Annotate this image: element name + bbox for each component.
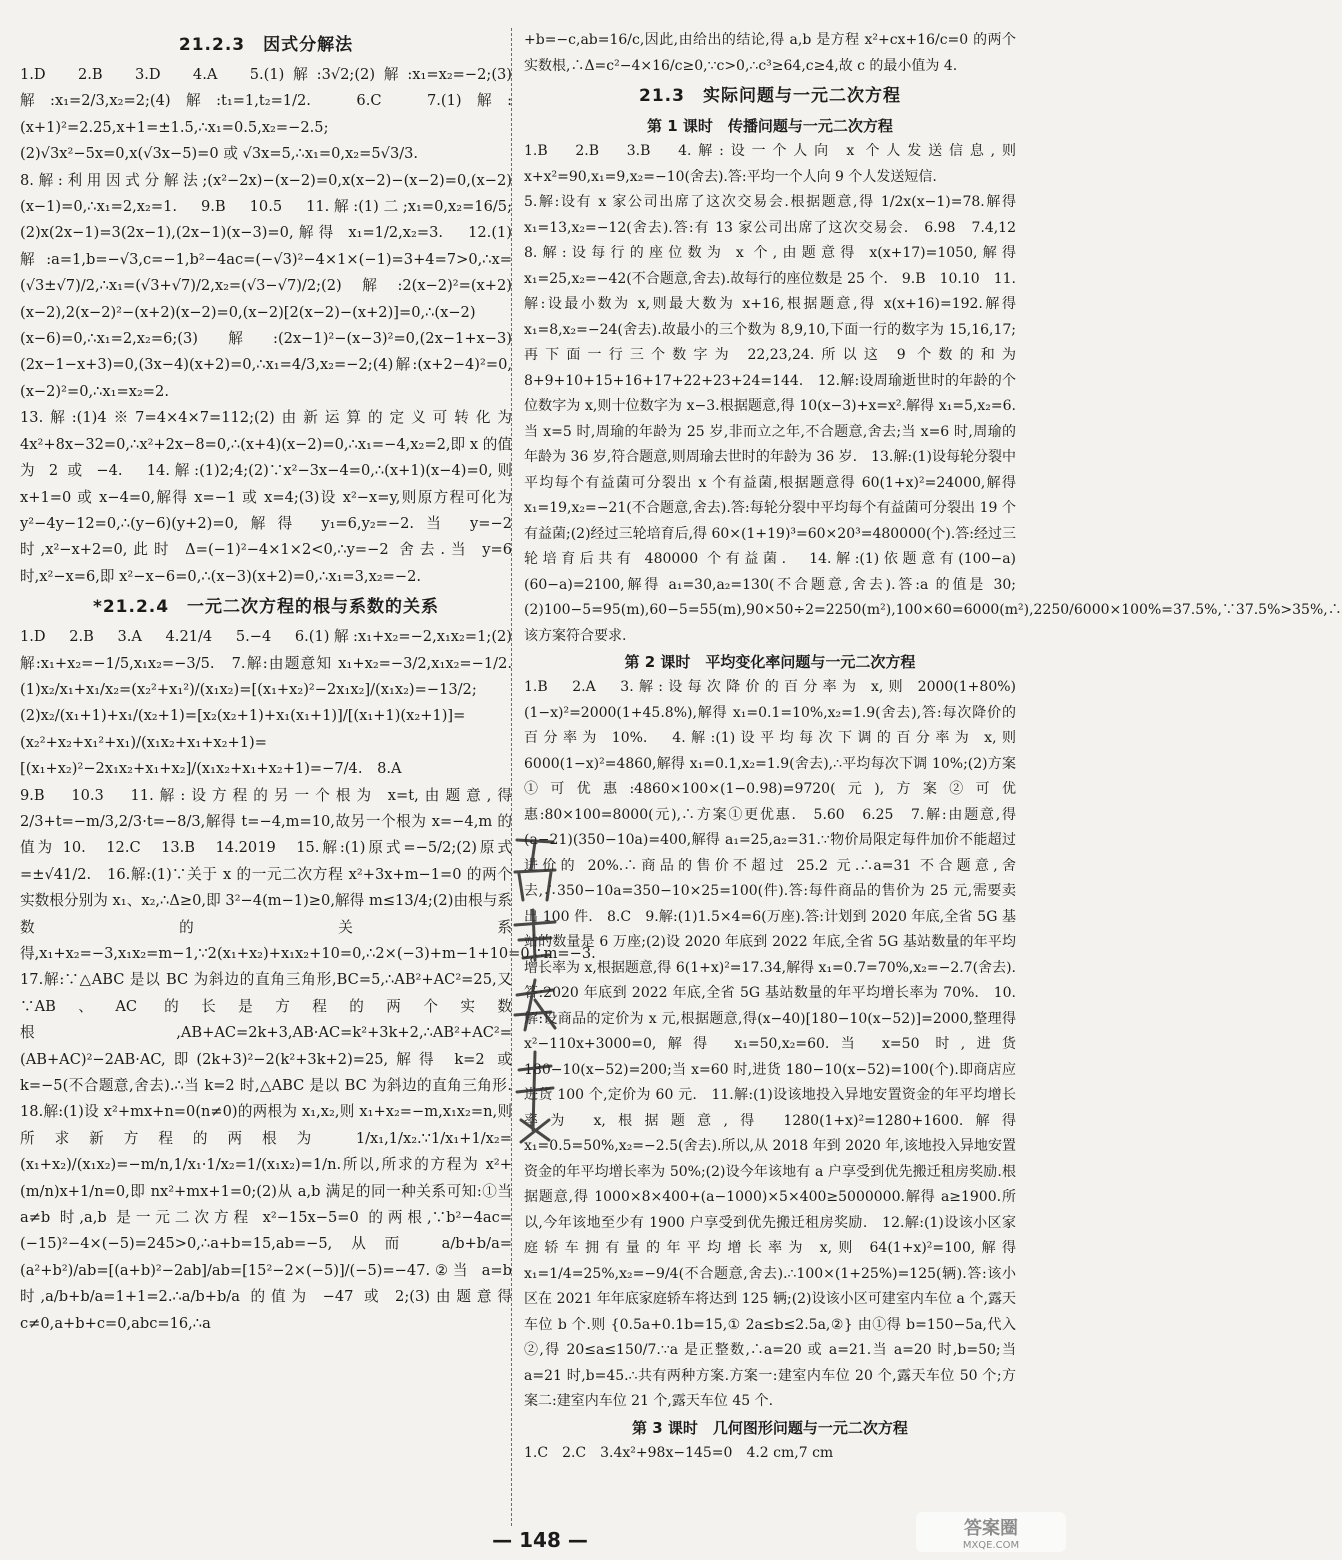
- right-column: [524, 28, 1342, 1466]
- answer-paragraph: 9.B 10.3 11.解:设方程的另一个根为 x=t,由题意,得 2/3+t=−m/3,2/3·t=−8/3,解得 t=−4,m=10,故另一个根为 x=−4,m 的值为 10. 12.C 13.B 14.2019 15.解:(1)原式=−5/2;(2)原式=±√41/2. 16.解:(1)∵关于 x 的一元二次方程 x²+3x+m−1=0 的两个实数根分别为 x₁、x₂,∴Δ≥0,即 3²−4(m−1)≥0,解得 m≤13/4;(2)由根与系数的关系得,x₁+x₂=−3,x₁x₂=m−1,∵2(x₁+x₂)+x₁x₂+10=0,∴2×(−3)+m−1+10=0,∴m=−3. 17.解:∵△ABC 是以 BC 为斜边的直角三角形,BC=5,∴AB²+AC²=25,又∵AB、AC 的长是方程的两个实数根,AB+AC=2k+3,AB·AC=k²+3k+2,∴AB²+AC²=(AB+AC)²−2AB·AC,即(2k+3)²−2(k²+3k+2)=25,解得 k=2 或 k=−5(不合题意,舍去).∴当 k=2 时,△ABC 是以 BC 为斜边的直角三角形. 18.解:(1)设 x²+mx+n=0(n≠0)的两根为 x₁,x₂,则 x₁+x₂=−m,x₁x₂=n,则所求新方程的两根为 1/x₁,1/x₂.∵1/x₁+1/x₂=(x₁+x₂)/(x₁x₂)=−m/n,1/x₁·1/x₂=1/(x₁x₂)=1/n.所以,所求的方程为 x²+(m/n)x+1/n=0,即 nx²+mx+1=0;(2)从 a,b 满足的同一种关系可知:①当 a≠b 时,a,b 是一元二次方程 x²−15x−5=0 的两根,∵b²−4ac=(−15)²−4×(−5)=245>0,∴a+b=15,ab=−5,从而 a/b+b/a=(a²+b²)/ab=[(a+b)²−2ab]/ab=[15²−2×(−5)]/(−5)=−47.②当 a=b 时,a/b+b/a=1+1=2.∴a/b+b/a 的值为 −47 或 2;(3)由题意得 c≠0,a+b+c=0,abc=16,∴a: [20, 786, 611, 1332]
- section-title-practical-problems: 21.3 实际问题与一元二次方程: [639, 86, 901, 106]
- watermark-logo: [916, 1512, 1066, 1552]
- handwriting-scribble: [505, 830, 565, 1160]
- svg-text:答案圈: 答案圈: [964, 1518, 1018, 1539]
- answer-paragraph: 13.解:(1)4※7=4×4×7=112;(2)由新运算的定义可转化为 4x²+8x−32=0,∴x²+2x−8=0,∴(x+4)(x−2)=0,∴x₁=−4,x₂=2,即 x 的值为 2 或 −4. 14.解:(1)2;4;(2)∵x²−3x−4=0,∴(x+1)(x−4)=0,则 x+1=0 或 x−4=0,解得 x=−1 或 x=4;(3)设 x²−x=y,则原方程可化为 y²−4y−12=0,∴(y−6)(y+2)=0,解得 y₁=6,y₂=−2.当 y=−2 时,x²−x+2=0,此时 Δ=(−1)²−4×1×2<0,∴y=−2 舍去.当 y=6 时,x²−x=6,即 x²−x−6=0,∴(x−3)(x+2)=0,∴x₁=3,x₂=−2.: [20, 409, 512, 585]
- left-column: [20, 28, 611, 1337]
- answer-paragraph: 1.B 2.B 3.B 4.解:设一个人向 x 个人发送信息,则 x+x²=90,x₁=9,x₂=−10(舍去).答:平均一个人向 9 个人发送短信.: [524, 143, 1016, 185]
- lesson-title-2: 第 2 课时 平均变化率问题与一元二次方程: [624, 653, 916, 671]
- answer-paragraph: 1.D 2.B 3.A 4.21/4 5.−4 6.(1)解:x₁+x₂=−2,x₁x₂=1;(2)解:x₁+x₂=−1/5,x₁x₂=−3/5. 7.解:由题意知 x₁+x₂=−3/2,x₁x₂=−1/2.(1)x₂/x₁+x₁/x₂=(x₂²+x₁²)/(x₁x₂)=[(x₁+x₂)²−2x₁x₂]/(x₁x₂)=−13/2;(2)x₂/(x₁+1)+x₁/(x₂+1)=[x₂(x₂+1)+x₁(x₁+1)]/[(x₁+1)(x₂+1)]=(x₂²+x₂+x₁²+x₁)/(x₁x₂+x₁+x₂+1)=[(x₁+x₂)²−2x₁x₂+x₁+x₂]/(x₁x₂+x₁+x₂+1)=−7/4. 8.A: [20, 628, 512, 778]
- answer-paragraph: 8.解:利用因式分解法;(x²−2x)−(x−2)=0,x(x−2)−(x−2)=0,(x−2)(x−1)=0,∴x₁=2,x₂=1. 9.B 10.5 11.解:(1)二;x₁=0,x₂=16/5;(2)x(2x−1)=3(2x−1),(2x−1)(x−3)=0,解得 x₁=1/2,x₂=3. 12.(1)解:a=1,b=−√3,c=−1,b²−4ac=(−√3)²−4×1×(−1)=3+4=7>0,∴x=(√3±√7)/2,∴x₁=(√3+√7)/2,x₂=(√3−√7)/2;(2)解:2(x−2)²=(x+2)(x−2),2(x−2)²−(x+2)(x−2)=0,(x−2)[2(x−2)−(x+2)]=0,∴(x−2)(x−6)=0,∴x₁=2,x₂=6;(3)解:(2x−1)²−(x−3)²=0,(2x−1+x−3)(2x−1−x+3)=0,(3x−4)(x+2)=0,∴x₁=4/3,x₂=−2;(4)解:(x+2−4)²=0,(x−2)²=0,∴x₁=x₂=2.: [20, 171, 512, 400]
- answer-paragraph: 5.解:设有 x 家公司出席了这次交易会.根据题意,得 1/2x(x−1)=78.解得 x₁=13,x₂=−12(舍去).答:有 13 家公司出席了这次交易会. 6.98 7.4,12 8.解:设每行的座位数为 x 个,由题意得 x(x+17)=1050,解得 x₁=25,x₂=−42(不合题意,舍去).故每行的座位数是 25 个. 9.B 10.10 11.解:设最小数为 x,则最大数为 x+16,根据题意,得 x(x+16)=192.解得 x₁=8,x₂=−24(舍去).故最小的三个数为 8,9,10,下面一行的数字为 15,16,17;再下面一行三个数字为 22,23,24.所以这 9 个数的和为 8+9+10+15+16+17+22+23+24=144. 12.解:设周瑜逝世时的年龄的个位数字为 x,则十位数字为 x−3.根据题意,得 10(x−3)+x=x².解得 x₁=5,x₂=6.当 x=5 时,周瑜的年龄为 25 岁,非而立之年,不合题意,舍去;当 x=6 时,周瑜的年龄为 36 岁,符合题意,则周瑜去世时的年龄为 36 岁. 13.解:(1)设每轮分裂中平均每个有益菌可分裂出 x 个有益菌,根据题意得 60(1+x)²=24000,解得 x₁=19,x₂=−21(不合题意,舍去).答:每轮分裂中平均每个有益菌可分裂出 19 个有益菌;(2)经过三轮培育后,得 60×(1+19)³=60×20³=480000(个).答:经过三轮培育后共有 480000 个有益菌. 14.解:(1)依题意有(100−a)(60−a)=2100,解得 a₁=30,a₂=130(不合题意,舍去).答:a 的值是 30;(2)100−5=95(m),60−5=55(m),90×50÷2=2250(m²),100×60=6000(m²),2250/6000×100%=37.5%,∵37.5%>35%,∴该方案符合要求.: [524, 194, 1342, 644]
- answer-paragraph: 1.B 2.A 3.解:设每次降价的百分率为 x,则 2000(1+80%)(1−x)²=2000(1+45.8%),解得 x₁=0.1=10%,x₂=1.9(舍去),答:每次降价的百分率为 10%. 4.解:(1)设平均每次下调的百分率为 x,则 6000(1−x)²=4860,解得 x₁=0.1,x₂=1.9(舍去),∴平均每次下调 10%;(2)方案①可优惠:4860×100×(1−0.98)=9720(元),方案②可优惠:80×100=8000(元),∴方案①更优惠. 5.60 6.25 7.解:由题意,得(a−21)(350−10a)=400,解得 a₁=25,a₂=31.∵物价局限定每件加价不能超过进价的 20%.∴商品的售价不超过 25.2 元.∴a=31 不合题意,舍去,∴350−10a=350−10×25=100(件).答:每件商品的售价为 25 元,需要卖出 100 件. 8.C 9.解:(1)1.5×4=6(万座).答:计划到 2020 年底,全省 5G 基站的数量是 6 万座;(2)设 2020 年底到 2022 年底,全省 5G 基站数量的年平均增长率为 x,根据题意,得 6(1+x)²=17.34,解得 x₁=0.7=70%,x₂=−2.7(舍去).答:2020 年底到 2022 年底,全省 5G 基站数量的年平均增长率为 70%. 10.解:设商品的定价为 x 元,根据题意,得(x−40)[180−10(x−52)]=2000,整理得 x²−110x+3000=0,解得 x₁=50,x₂=60.当 x=50 时,进货 180−10(x−52)=200;当 x=60 时,进货 180−10(x−52)=100(个).即商店应进货 100 个,定价为 60 元. 11.解:(1)设该地投入异地安置资金的年平均增长率为 x,根据题意,得 1280(1+x)²=1280+1600.解得 x₁=0.5=50%,x₂=−2.5(舍去).所以,从 2018 年到 2020 年,该地投入异地安置资金的年平均增长率为 50%;(2)设今年该地有 a 户享受到优先搬迁租房奖励.根据题意,得 1000×8×400+(a−1000)×5×400≥5000000.解得 a≥1900.所以,今年该地至少有 1900 户享受到优先搬迁租房奖励. 12.解:(1)设该小区家庭轿车拥有量的年平均增长率为 x,则 64(1+x)²=100,解得 x₁=1/4=25%,x₂=−9/4(不合题意,舍去).∴100×(1+25%)=125(辆).答:该小区在 2021 年年底家庭轿车将达到 125 辆;(2)设该小区可建室内车位 a 个,露天车位 b 个.则 {0.5a+0.1b=15,① 2a≤b≤2.5a,②} 由①得 b=150−5a,代入②,得 20≤a≤150/7.∵a 是正整数,∴a=20 或 a=21.当 a=20 时,b=50;当 a=21 时,b=45.∴共有两种方案.方案一:建室内车位 20 个,露天车位 50 个;方案二:建室内车位 21 个,露天车位 45 个.: [524, 679, 1017, 1409]
- column-divider: [511, 28, 512, 1526]
- svg-text:MXQE.COM: MXQE.COM: [962, 1540, 1020, 1551]
- section-title-roots-coefficients: *21.2.4 一元二次方程的根与系数的关系: [92, 597, 440, 618]
- answer-paragraph-continued: +b=−c,ab=16/c,因此,由给出的结论,得 a,b 是方程 x²+cx+16/c=0 的两个实数根,∴Δ=c²−4×16/c≥0,∵c>0,∴c³≥64,c≥4,故 c 的最小值为 4.: [524, 32, 1016, 74]
- lesson-title-3: 第 3 课时 几何图形问题与一元二次方程: [632, 1418, 908, 1437]
- section-title-factorization: 21.2.3 因式分解法: [178, 35, 354, 55]
- answer-paragraph: 1.C 2.C 3.4x²+98x−145=0 4.2 cm,7 cm: [524, 1444, 834, 1461]
- answer-paragraph: 1.D 2.B 3.D 4.A 5.(1)解:3√2;(2)解:x₁=x₂=−2;(3)解:x₁=2/3,x₂=2;(4)解:t₁=1,t₂=1/2. 6.C 7.(1)解:(x+1)²=2.25,x+1=±1.5,∴x₁=0.5,x₂=−2.5;(2)√3x²−5x=0,x(√3x−5)=0 或 √3x=5,∴x₁=0,x₂=5√3/3.: [20, 66, 512, 163]
- lesson-title-1: 第 1 课时 传播问题与一元二次方程: [647, 117, 893, 135]
- page-number: — 148 —: [492, 1528, 588, 1552]
